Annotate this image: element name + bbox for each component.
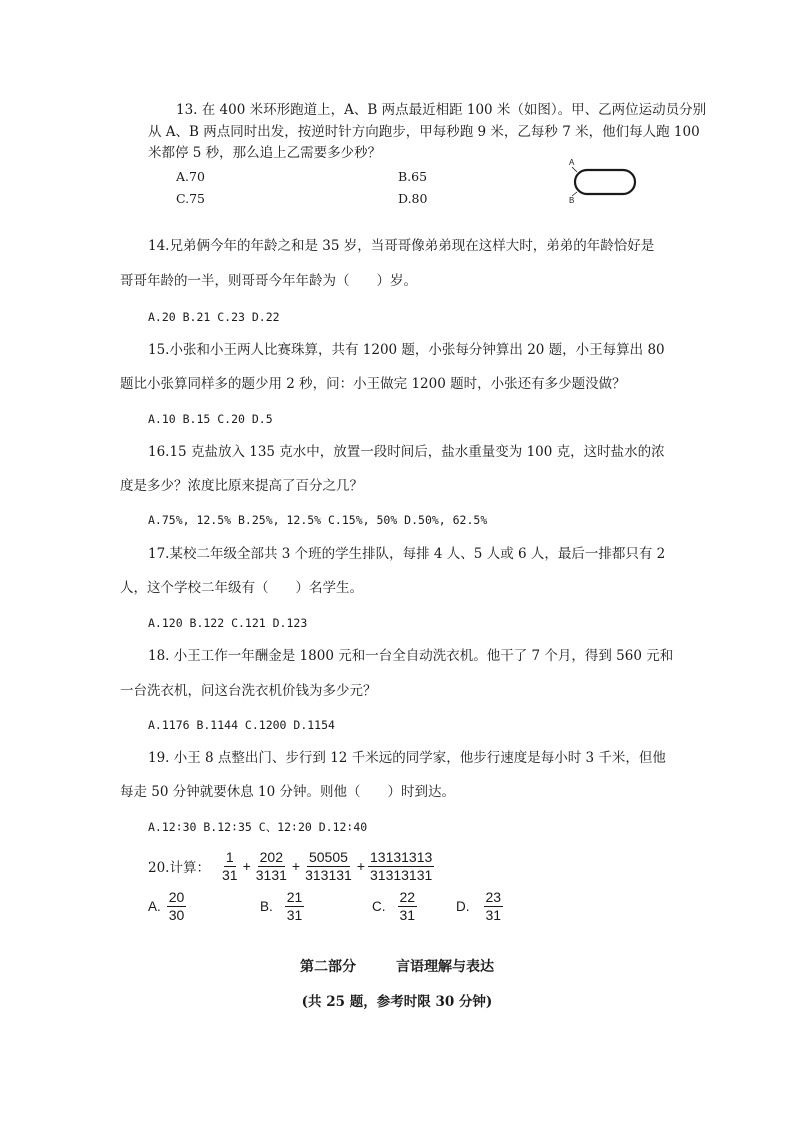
question-20-option-a	[148, 886, 188, 926]
question-17-line-2: 人，这个学校二年级有（ ）名学生。	[120, 580, 363, 596]
fraction-term-1	[220, 849, 240, 884]
question-13-option-a: A.70	[176, 169, 205, 184]
question-17-options: A.120 B.122 C.121 D.123	[148, 616, 308, 630]
option-fraction	[484, 889, 504, 924]
option-fraction	[398, 889, 418, 924]
fraction-term-2	[254, 849, 289, 884]
fraction-numerator: 20	[168, 888, 185, 905]
question-18-line-1: 18. 小王工作一年酬金是 1800 元和一台全自动洗衣机。他干了 7 个月，得到 560 元和	[148, 648, 674, 664]
section-subtitle: (共 25 题，参考时限 30 分钟)	[301, 994, 493, 1010]
option-fraction	[167, 889, 187, 924]
question-15-line-1: 15.小张和小王两人比赛珠算，共有 1200 题，小张每分钟算出 20 题，小王每算出 80	[148, 342, 665, 358]
plus-sign: +	[291, 858, 301, 874]
fraction-numerator: 21	[286, 888, 303, 905]
fraction-denominator: 30	[168, 906, 185, 923]
question-15-options: A.10 B.15 C.20 D.5	[148, 412, 273, 426]
question-20-option-d	[456, 886, 505, 926]
fraction-numerator: 1	[225, 848, 234, 865]
section-title: 言语理解与表达	[396, 959, 494, 975]
fraction-numerator: 202	[259, 848, 283, 865]
question-14-options: A.20 B.21 C.23 D.22	[148, 310, 280, 324]
option-label: D.	[456, 898, 470, 914]
question-16-options: A.75%, 12.5% B.25%, 12.5% C.15%, 50% D.50%, 62.5%	[148, 513, 488, 527]
fraction-numerator: 50505	[308, 848, 348, 865]
question-18-line-2: 一台洗衣机，问这台洗衣机价钱为多少元？	[120, 683, 377, 699]
fraction-denominator: 31	[221, 866, 238, 883]
question-13-line-2: 从 A、B 两点同时出发，按逆时针方向跑步，甲每秒跑 9 米，乙每秒 7 米，他们每人跑 100	[148, 123, 700, 140]
section-part: 第二部分	[300, 959, 356, 975]
question-20-option-c	[372, 886, 419, 926]
question-13-option-d: D.80	[398, 191, 428, 206]
fraction-denominator: 3131	[255, 866, 287, 883]
plus-sign: +	[242, 858, 251, 874]
question-14-line-1: 14.兄弟俩今年的年龄之和是 35 岁，当哥哥像弟弟现在这样大时，弟弟的年龄恰好是	[148, 238, 655, 254]
fraction-denominator: 313131	[305, 866, 352, 883]
question-16-line-1: 16.15 克盐放入 135 克水中，放置一段时间后，盐水重量变为 100 克，这时盐水的浓	[148, 444, 665, 460]
question-16-line-2: 度是多少？浓度比原来提高了百分之几？	[120, 478, 363, 494]
track-pointer-a	[572, 167, 577, 172]
track-label-a: A	[569, 158, 575, 167]
track-loop	[575, 170, 635, 194]
question-13	[148, 100, 708, 165]
fraction-denominator: 31	[286, 906, 303, 923]
option-label: B.	[260, 898, 273, 914]
question-14-line-2: 哥哥年龄的一半，则哥哥今年年龄为（ ）岁。	[120, 273, 417, 289]
track-label-b: B	[569, 196, 575, 205]
fraction-term-3	[303, 849, 354, 884]
fraction-denominator: 31	[485, 906, 502, 923]
fraction-numerator: 23	[485, 888, 502, 905]
question-20-option-b	[260, 886, 306, 926]
question-13-option-b: B.65	[398, 169, 428, 184]
question-20-label: 20.计算：	[148, 860, 210, 876]
track-pointer-b	[572, 192, 577, 196]
question-15-line-2: 题比小张算同样多的题少用 2 秒，问：小王做完 1200 题时，小张还有多少题没做？	[120, 376, 626, 392]
question-17-line-1: 17.某校二年级全部共 3 个班的学生排队，每排 4 人、5 人或 6 人，最后一排都只有 2	[148, 546, 666, 562]
option-label: A.	[148, 898, 161, 914]
running-track-figure	[565, 156, 645, 206]
question-13-line-1: 13. 在 400 米环形跑道上，A、B 两点最近相距 100 米（如图）。甲、乙两位运动员分别	[176, 102, 707, 118]
fraction-numerator: 13131313	[370, 848, 433, 865]
fraction-denominator: 31	[399, 906, 416, 923]
fraction-denominator: 31313131	[370, 866, 433, 883]
option-fraction	[285, 889, 305, 924]
question-19-options: A.12∶30 B.12∶35 C、12∶20 D.12∶40	[148, 820, 368, 834]
question-19-line-1: 19. 小王 8 点整出门、步行到 12 千米远的同学家，他步行速度是每小时 3 千米，但他	[148, 750, 666, 766]
question-13-option-c: C.75	[176, 191, 205, 206]
question-13-line-3: 米都停 5 秒，那么追上乙需要多少秒？	[148, 145, 382, 161]
question-19-line-2: 每走 50 分钟就要休息 10 分钟。则他（ ）时到达。	[120, 784, 456, 800]
question-20-expression	[148, 844, 436, 888]
option-label: C.	[372, 898, 386, 914]
question-18-options: A.1176 B.1144 C.1200 D.1154	[148, 718, 335, 732]
fraction-term-4	[368, 849, 434, 884]
plus-sign: +	[356, 858, 365, 874]
section-heading	[0, 956, 794, 976]
fraction-numerator: 22	[399, 888, 416, 905]
